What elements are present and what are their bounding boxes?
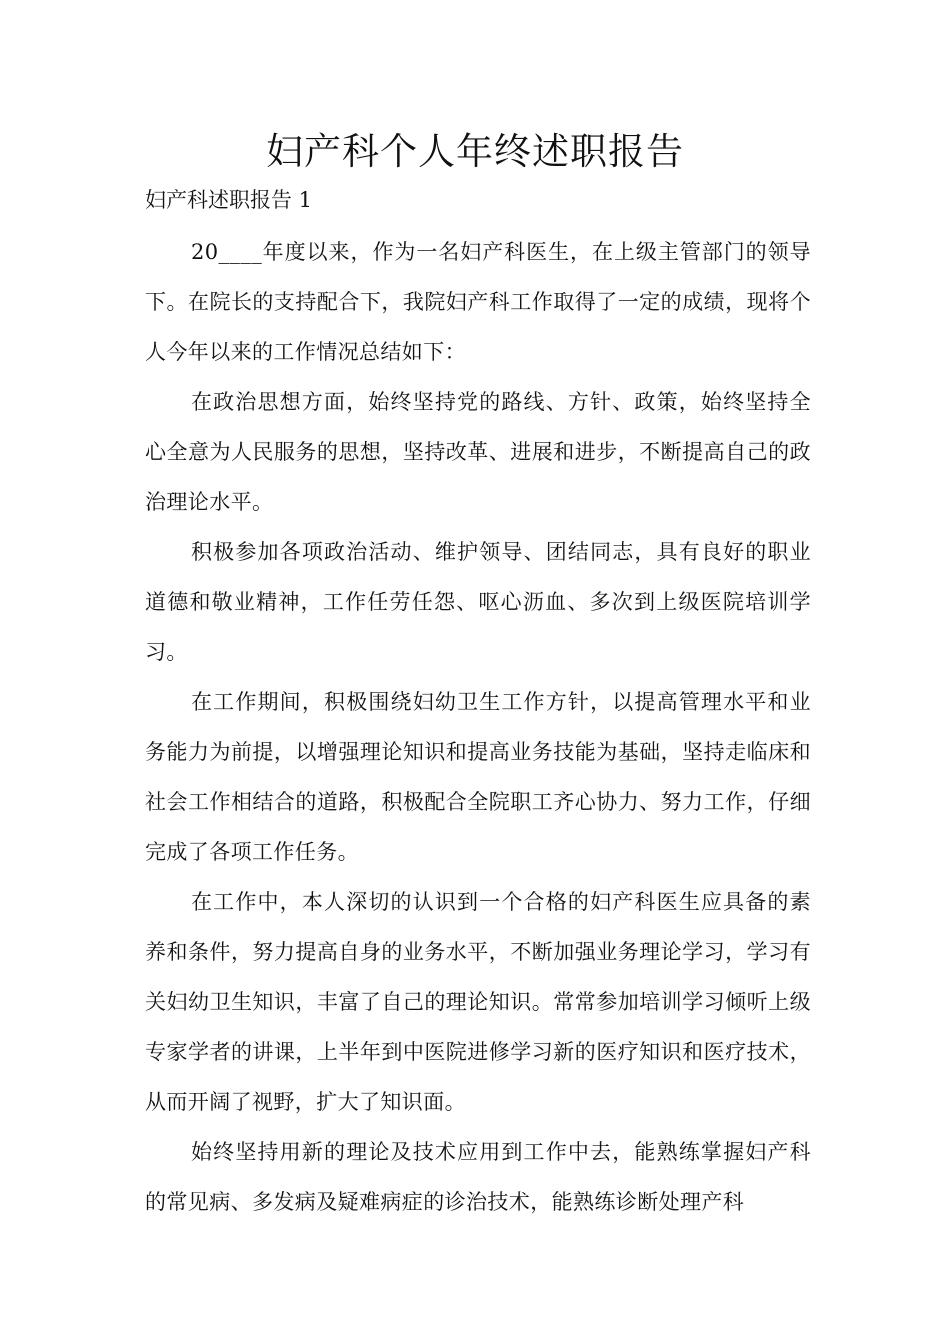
paragraph-professional-study: 在工作中，本人深切的认识到一个合格的妇产科医生应具备的素养和条件，努力提高自身的业务水平，不断加强业务理论学习，学习有关妇幼卫生知识，丰富了自己的理论知识。常常参加培训学习倾听上级专家学者的讲课，上半年到中医院进修学习新的医疗知识和医疗技术，从而开阔了视野，扩大了知识面。	[145, 890, 811, 1114]
paragraph-political-thought: 在政治思想方面，始终坚持党的路线、方针、政策，始终坚持全心全意为人民服务的思想，坚持改革、进展和进步，不断提高自己的政治理论水平。	[145, 390, 811, 514]
paragraph-work-period: 在工作期间，积极围绕妇幼卫生工作方针，以提高管理水平和业务能力为前提，以增强理论知识和提高业务技能为基础，坚持走临床和社会工作相结合的道路，积极配合全院职工齐心协力、努力工作，仔细完成了各项工作任务。	[145, 690, 811, 864]
paragraph-intro: 20____年度以来，作为一名妇产科医生，在上级主管部门的领导下。在院长的支持配合下，我院妇产科工作取得了一定的成绩，现将个人今年以来的工作情况总结如下：	[145, 240, 811, 364]
paragraph-political-activities: 积极参加各项政治活动、维护领导、团结同志，具有良好的职业道德和敬业精神，工作任劳任怨、呕心沥血、多次到上级医院培训学习。	[145, 540, 811, 664]
document-body	[145, 227, 811, 1227]
document-title: 妇产科个人年终述职报告	[266, 130, 684, 173]
paragraph-clinical-skills: 始终坚持用新的理论及技术应用到工作中去，能熟练掌握妇产科的常见病、多发病及疑难病症的诊治技术，能熟练诊断处理产科	[145, 1140, 811, 1214]
section-heading: 妇产科述职报告 1	[145, 188, 313, 212]
